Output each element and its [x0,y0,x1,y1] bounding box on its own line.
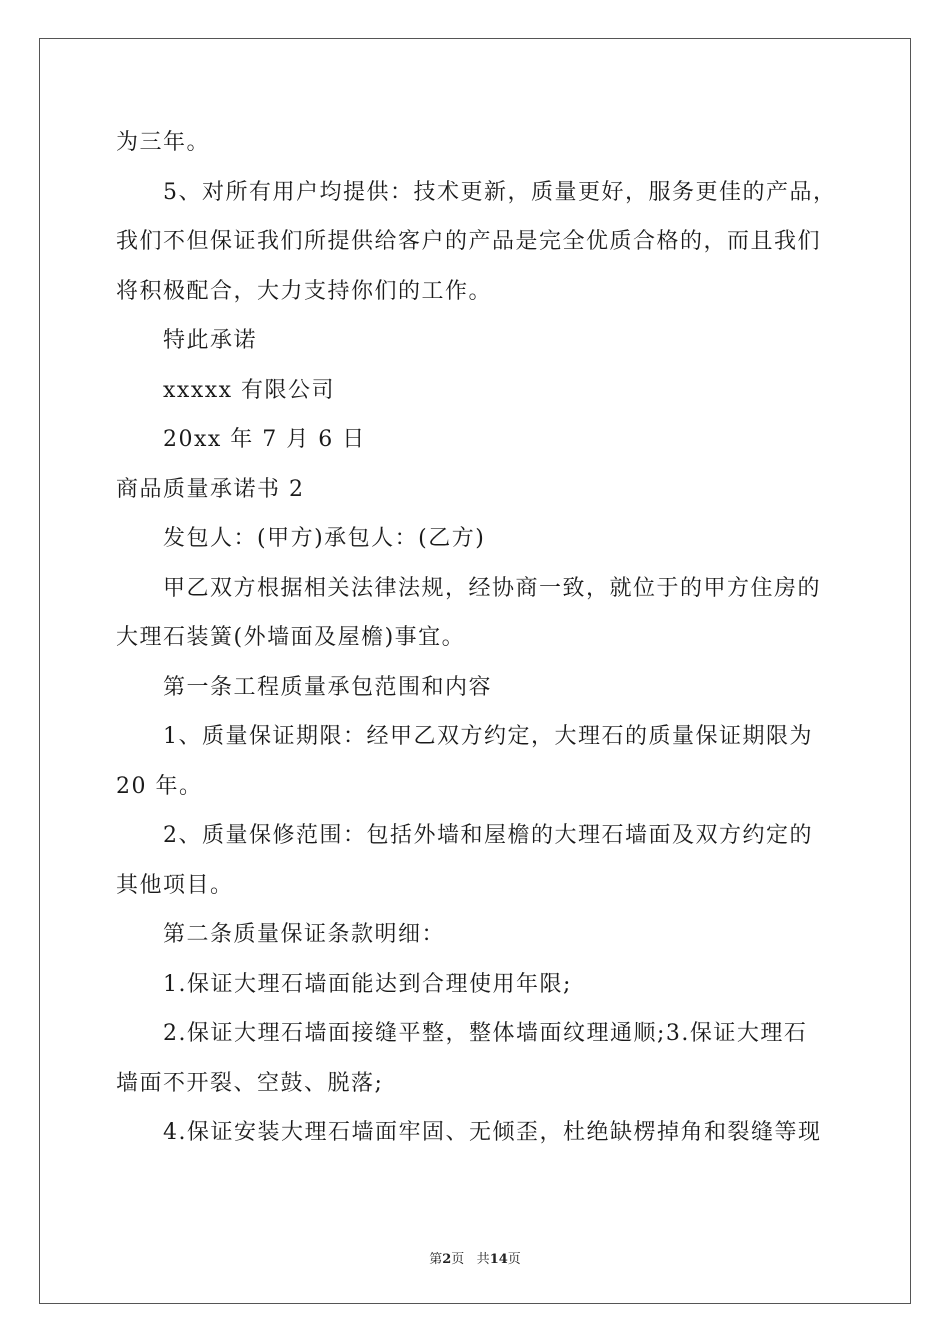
clause-heading: 第二条质量保证条款明细： [163,922,446,947]
text-line: 1、质量保证期限：经甲乙双方约定，大理石的质量保证期限为 [163,724,813,749]
text-line: 2.保证大理石墙面接缝平整，整体墙面纹理通顺;3.保证大理石 [163,1021,808,1046]
company-name: xxxxx 有限公司 [163,377,336,403]
text-line: 墙面不开裂、空鼓、脱落; [116,1070,384,1096]
total-pages: 14 [489,1252,508,1267]
text-line: 发包人：(甲方)承包人：(乙方) [163,526,486,551]
text-line: 1.保证大理石墙面能达到合理使用年限; [163,971,572,997]
text-line: 将积极配合，大力支持你们的工作。 [116,278,493,304]
date-line: 20xx 年 7 月 6 日 [163,427,366,452]
text-line: 甲乙双方根据相关法律法规，经协商一致，就位于的甲方住房的 [163,575,822,601]
text-line: 为三年。 [116,130,211,155]
text-line: 其他项目。 [116,872,234,898]
text-line: 特此承诺 [163,328,258,353]
section-title: 商品质量承诺书 2 [116,476,305,502]
clause-heading: 第一条工程质量承包范围和内容 [163,674,493,700]
text-line: 我们不但保证我们所提供给客户的产品是完全优质合格的，而且我们 [116,229,822,254]
page-footer [0,1248,950,1267]
page-number: 2 [442,1252,452,1267]
text-line: 20 年。 [116,773,203,799]
document-body [116,118,836,1158]
total-suffix: 页 [507,1252,521,1267]
text-line: 4.保证安装大理石墙面牢固、无倾歪，杜绝缺楞掉角和裂缝等现 [163,1120,822,1145]
page-suffix: 页 [451,1252,465,1267]
page-prefix: 第 [429,1252,443,1267]
total-prefix: 共 [476,1252,490,1267]
text-line: 大理石装簧(外墙面及屋檐)事宜。 [116,625,466,650]
text-line: 5、对所有用户均提供：技术更新，质量更好，服务更佳的产品， [163,179,837,205]
text-line: 2、质量保修范围：包括外墙和屋檐的大理石墙面及双方约定的 [163,823,813,848]
